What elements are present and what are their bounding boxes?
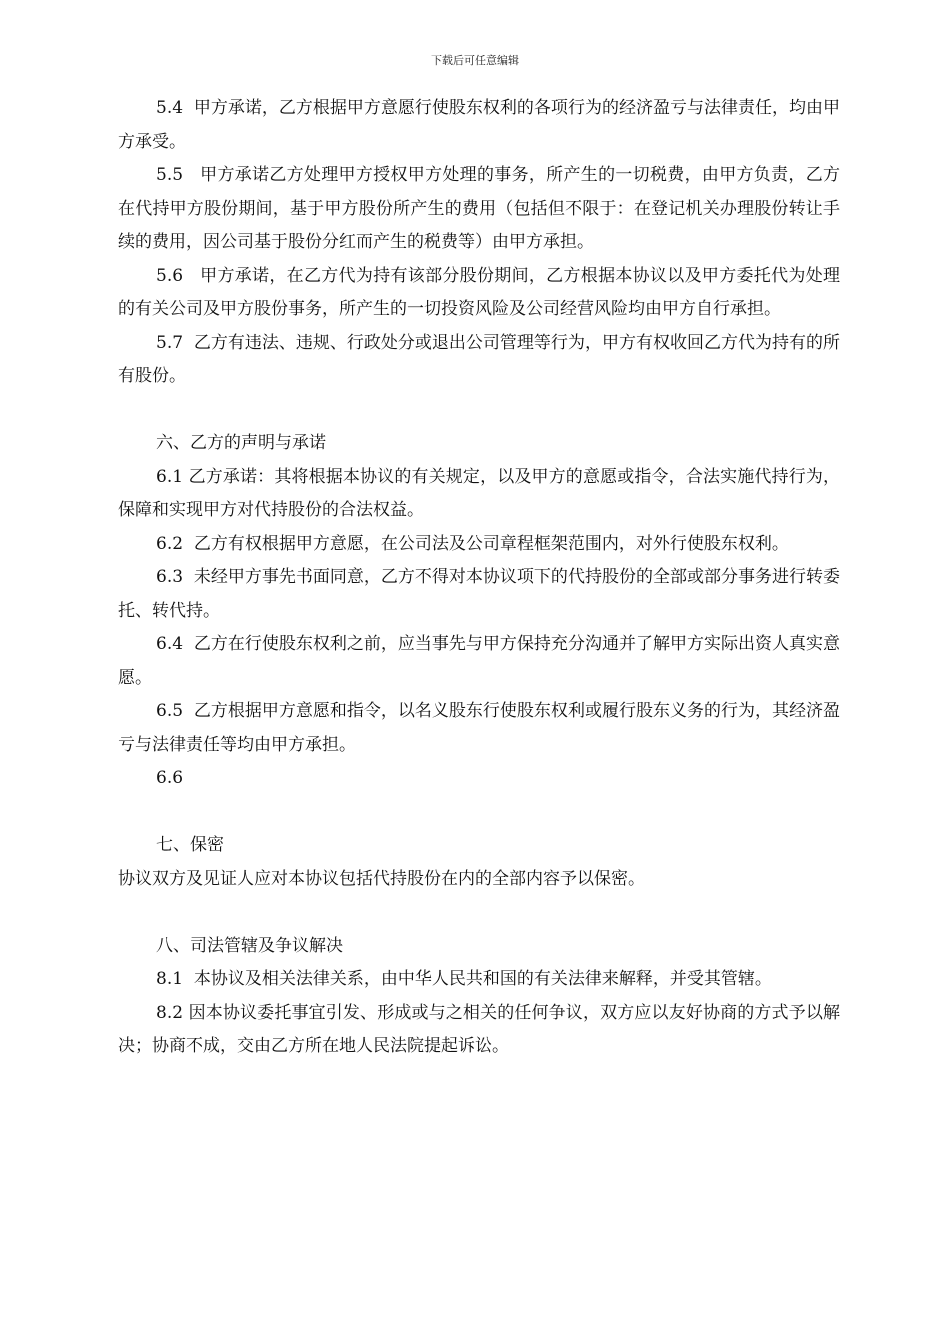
clause-6-1: 6.1 乙方承诺：其将根据本协议的有关规定，以及甲方的意愿或指令，合法实施代持行为，保障和实现甲方对代持股份的合法权益。 bbox=[118, 466, 840, 520]
clause-8-1: 8.1 本协议及相关法律关系，由中华人民共和国的有关法律来解释，并受其管辖。 bbox=[156, 969, 772, 989]
section-8-heading: 八、司法管辖及争议解决 bbox=[156, 935, 343, 956]
clause-5-7: 5.7 乙方有违法、违规、行政处分或退出公司管理等行为，甲方有权收回乙方代为持有的所有股份。 bbox=[118, 332, 840, 386]
section-7-heading: 七、保密 bbox=[156, 835, 224, 855]
page-header: 下载后可任意编辑 bbox=[431, 54, 519, 67]
clause-5-4: 5.4 甲方承诺，乙方根据甲方意愿行使股东权利的各项行为的经济盈亏与法律责任，均由甲方承受。 bbox=[118, 98, 840, 152]
clause-6-5: 6.5 乙方根据甲方意愿和指令，以名义股东行使股东权利或履行股东义务的行为，其经济盈亏与法律责任等均由甲方承担。 bbox=[118, 701, 840, 755]
section-spacer bbox=[118, 896, 840, 930]
clause-8-2: 8.2 因本协议委托事宜引发、形成或与之相关的任何争议，双方应以友好协商的方式予以解决；协商不成，交由乙方所在地人民法院提起诉讼。 bbox=[118, 1002, 840, 1056]
section-6-heading: 六、乙方的声明与承诺 bbox=[156, 433, 326, 453]
clause-6-4: 6.4 乙方在行使股东权利之前，应当事先与甲方保持充分沟通并了解甲方实际出资人真实意愿。 bbox=[118, 634, 840, 688]
clause-7-1: 协议双方及见证人应对本协议包括代持股份在内的全部内容予以保密。 bbox=[118, 868, 645, 889]
clause-6-3: 6.3 未经甲方事先书面同意，乙方不得对本协议项下的代持股份的全部或部分事务进行转委托、转代持。 bbox=[118, 567, 840, 621]
document-body bbox=[118, 92, 840, 1064]
clause-6-2: 6.2 乙方有权根据甲方意愿，在公司法及公司章程框架范围内，对外行使股东权利。 bbox=[156, 533, 789, 554]
clause-5-6: 5.6 甲方承诺，在乙方代为持有该部分股份期间，乙方根据本协议以及甲方委托代为处理的有关公司及甲方股份事务，所产生的一切投资风险及公司经营风险均由甲方自行承担。 bbox=[118, 265, 840, 319]
clause-6-6: 6.6 bbox=[156, 768, 184, 788]
clause-5-5: 5.5 甲方承诺乙方处理甲方授权甲方处理的事务，所产生的一切税费，由甲方负责，乙方在代持甲方股份期间，基于甲方股份所产生的费用（包括但不限于：在登记机关办理股份转让手续的费用，因公司基于股份分红而产生的税费等）由甲方承担。 bbox=[118, 165, 840, 252]
section-spacer bbox=[118, 394, 840, 428]
section-spacer bbox=[118, 796, 840, 830]
